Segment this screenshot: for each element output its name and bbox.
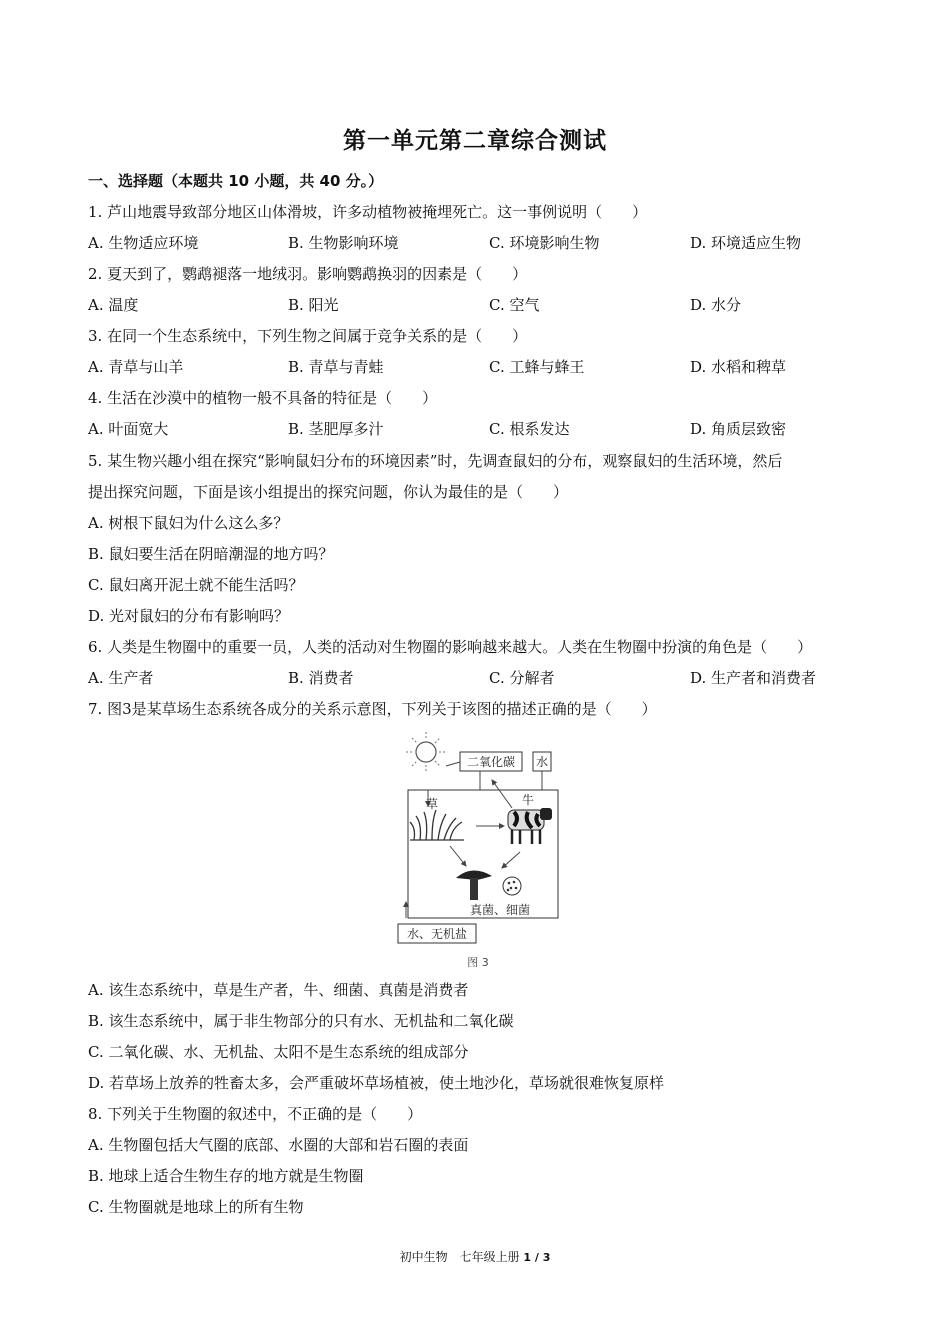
option-a: A. 温度 xyxy=(88,296,139,314)
option-d: D. 水稻和稗草 xyxy=(690,358,787,376)
question-stem: 1. 芦山地震导致部分地区山体滑坡，许多动植物被掩埋死亡。这一事例说明（ ） xyxy=(88,203,648,221)
option-a: A. 叶面宽大 xyxy=(88,420,169,438)
question-stem: 4. 生活在沙漠中的植物一般不具备的特征是（ ） xyxy=(88,389,438,407)
option-d: D. 环境适应生物 xyxy=(690,234,802,252)
option-a: A. 生物适应环境 xyxy=(88,234,199,252)
ecosystem-diagram xyxy=(380,728,576,972)
option-a: A. 该生态系统中，草是生产者，牛、细菌、真菌是消费者 xyxy=(88,981,469,999)
question-stem: 7. 图3是某草场生态系统各成分的关系示意图，下列关于该图的描述正确的是（ ） xyxy=(88,700,657,718)
option-c: C. 工蜂与蜂王 xyxy=(489,358,585,376)
footer-text: 初中生物 七年级上册 xyxy=(399,1250,520,1264)
arrow-cow-to-decomposers xyxy=(502,852,520,868)
section-heading: 一、选择题（本题共 10 小题，共 40 分。） xyxy=(88,172,384,190)
option-c: C. 根系发达 xyxy=(489,420,570,438)
sun-icon xyxy=(406,732,446,772)
option-a: A. 树根下鼠妇为什么这么多？ xyxy=(88,514,289,532)
option-b: B. 消费者 xyxy=(288,669,354,687)
bacteria-icon xyxy=(503,877,521,895)
cow-label: 牛 xyxy=(522,793,535,807)
arrow-grass-to-decomposers xyxy=(450,846,466,866)
option-c: C. 鼠妇离开泥土就不能生活吗？ xyxy=(88,576,304,594)
water-label: 水 xyxy=(535,755,549,769)
question-stem: 8. 下列关于生物圈的叙述中，不正确的是（ ） xyxy=(88,1105,423,1123)
option-b: B. 生物影响环境 xyxy=(288,234,399,252)
option-a: A. 生产者 xyxy=(88,669,154,687)
grass-label: 草 xyxy=(426,797,439,811)
option-c: C. 空气 xyxy=(489,296,540,314)
minerals-label: 水、无机盐 xyxy=(406,927,468,941)
mushroom-icon xyxy=(456,870,492,900)
option-d: D. 若草场上放养的牲畜太多，会严重破坏草场植被，使土地沙化，草场就很难恢复原样 xyxy=(88,1074,665,1092)
question-stem: 5. 某生物兴趣小组在探究“影响鼠妇分布的环境因素”时，先调查鼠妇的分布，观察鼠妇的生活环境，然后 xyxy=(88,452,783,470)
question-stem-continued: 提出探究问题，下面是该小组提出的探究问题，你认为最佳的是（ ） xyxy=(88,483,569,501)
sun-to-co2-line xyxy=(446,762,460,766)
option-c: C. 环境影响生物 xyxy=(489,234,600,252)
option-b: B. 该生态系统中，属于非生物部分的只有水、无机盐和二氧化碳 xyxy=(88,1012,514,1030)
option-d: D. 光对鼠妇的分布有影响吗？ xyxy=(88,607,290,625)
page-footer xyxy=(0,1248,950,1265)
cow-icon xyxy=(508,808,552,844)
arrow-cow-to-co2 xyxy=(492,780,512,808)
co2-label: 二氧化碳 xyxy=(466,755,516,769)
option-c: C. 生物圈就是地球上的所有生物 xyxy=(88,1198,304,1216)
option-b: B. 鼠妇要生活在阴暗潮湿的地方吗？ xyxy=(88,545,334,563)
option-d: D. 生产者和消费者 xyxy=(690,669,817,687)
grass-icon xyxy=(410,810,464,840)
option-d: D. 角质层致密 xyxy=(690,420,787,438)
option-c: C. 二氧化碳、水、无机盐、太阳不是生态系统的组成部分 xyxy=(88,1043,469,1061)
question-stem: 2. 夏天到了，鹦鹉褪落一地绒羽。影响鹦鹉换羽的因素是（ ） xyxy=(88,265,528,283)
option-b: B. 青草与青蛙 xyxy=(288,358,384,376)
page-number: 1 / 3 xyxy=(523,1251,551,1264)
figure-caption: 图 3 xyxy=(467,956,489,969)
option-b: B. 茎肥厚多汁 xyxy=(288,420,384,438)
question-stem: 3. 在同一个生态系统中，下列生物之间属于竞争关系的是（ ） xyxy=(88,327,528,345)
option-c: C. 分解者 xyxy=(489,669,555,687)
page-title: 第一单元第二章综合测试 xyxy=(343,128,607,154)
option-a: A. 青草与山羊 xyxy=(88,358,184,376)
decomposers-label: 真菌、细菌 xyxy=(469,903,531,917)
option-b: B. 地球上适合生物生存的地方就是生物圈 xyxy=(88,1167,364,1185)
option-a: A. 生物圈包括大气圈的底部、水圈的大部和岩石圈的表面 xyxy=(88,1136,469,1154)
option-b: B. 阳光 xyxy=(288,296,339,314)
question-stem: 6. 人类是生物圈中的重要一员，人类的活动对生物圈的影响越来越大。人类在生物圈中扮演的角色是（ ） xyxy=(88,638,813,656)
option-d: D. 水分 xyxy=(690,296,742,314)
